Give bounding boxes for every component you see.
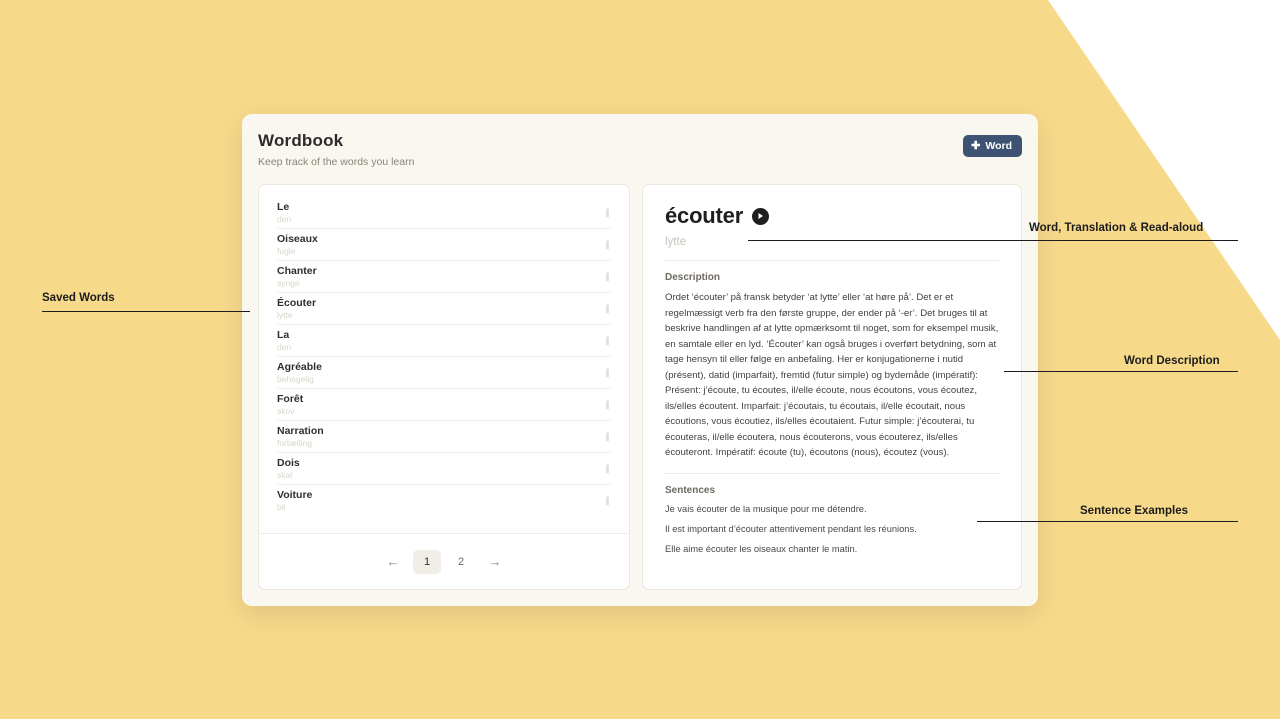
word-translation: lytte bbox=[277, 309, 293, 320]
list-item: Elle aime écouter les oiseaux chanter le matin. bbox=[665, 543, 858, 554]
annotation-word-description: Word Description bbox=[1124, 355, 1220, 367]
word-label: Forêt bbox=[277, 392, 304, 405]
add-word-button[interactable] bbox=[963, 135, 1022, 157]
word-translation: synge bbox=[277, 277, 300, 288]
word-label: Voiture bbox=[277, 489, 313, 502]
word-detail bbox=[643, 185, 1021, 589]
drag-handle-icon[interactable] bbox=[606, 497, 609, 506]
word-list bbox=[259, 185, 629, 533]
word-translation: skal bbox=[277, 469, 293, 480]
list-item[interactable] bbox=[277, 293, 611, 325]
list-item[interactable] bbox=[277, 453, 611, 485]
word-label: Narration bbox=[277, 424, 324, 437]
drag-handle-icon[interactable] bbox=[606, 240, 609, 249]
list-item: Il est important d’écouter attentivement pendant les réunions. bbox=[665, 523, 917, 534]
app-window bbox=[242, 114, 1038, 606]
word-translation: bil bbox=[277, 502, 286, 513]
word-translation: behagelig bbox=[277, 373, 314, 384]
word-translation: den bbox=[277, 213, 292, 224]
word-label: Écouter bbox=[277, 296, 317, 309]
annotation-line-word-translation bbox=[748, 240, 1238, 241]
saved-words-panel bbox=[258, 184, 630, 590]
headword: écouter bbox=[665, 203, 744, 228]
word-label: La bbox=[277, 328, 290, 341]
word-translation: fortælling bbox=[277, 437, 312, 448]
word-label: Le bbox=[277, 200, 290, 213]
drag-handle-icon[interactable] bbox=[606, 272, 609, 281]
word-detail-panel bbox=[642, 184, 1022, 590]
drag-handle-icon[interactable] bbox=[606, 368, 609, 377]
word-translation: fugle bbox=[277, 245, 296, 256]
app-header bbox=[242, 114, 1038, 174]
word-translation: skov bbox=[277, 405, 295, 416]
list-item[interactable] bbox=[277, 197, 611, 229]
headword-translation: lytte bbox=[665, 236, 687, 248]
annotation-line-sentence-examples bbox=[977, 521, 1238, 522]
arrow-right-icon[interactable]: → bbox=[481, 550, 509, 574]
plus-icon: ✚ bbox=[971, 139, 981, 152]
add-word-label: Word bbox=[985, 140, 1012, 152]
play-icon[interactable] bbox=[752, 208, 769, 225]
drag-handle-icon[interactable] bbox=[606, 464, 609, 473]
drag-handle-icon[interactable] bbox=[606, 336, 609, 345]
annotation-word-translation: Word, Translation & Read-aloud bbox=[1029, 222, 1204, 234]
word-label: Agréable bbox=[277, 360, 322, 373]
list-item[interactable] bbox=[277, 485, 611, 517]
sentences-label: Sentences bbox=[665, 484, 716, 496]
list-item[interactable] bbox=[277, 389, 611, 421]
list-item[interactable] bbox=[277, 421, 611, 453]
page-button-2[interactable]: 2 bbox=[447, 550, 475, 574]
pagination bbox=[259, 533, 629, 589]
list-item[interactable] bbox=[277, 261, 611, 293]
divider bbox=[665, 473, 999, 474]
page-subtitle: Keep track of the words you learn bbox=[258, 156, 415, 168]
drag-handle-icon[interactable] bbox=[606, 432, 609, 441]
page-button-1[interactable]: 1 bbox=[413, 550, 441, 574]
word-label: Dois bbox=[277, 456, 300, 469]
divider bbox=[665, 260, 999, 261]
annotation-line-saved-words bbox=[42, 311, 250, 312]
headword-row bbox=[665, 203, 999, 229]
list-item[interactable] bbox=[277, 325, 611, 357]
sentence-list bbox=[665, 504, 999, 554]
drag-handle-icon[interactable] bbox=[606, 304, 609, 313]
annotation-sentence-examples: Sentence Examples bbox=[1080, 505, 1189, 517]
description-label: Description bbox=[665, 272, 721, 283]
word-label: Chanter bbox=[277, 264, 317, 277]
arrow-left-icon[interactable]: ← bbox=[379, 550, 407, 574]
description-text: Ordet ‘écouter’ på fransk betyder ‘at lytte’ eller ‘at høre på’. Det er et regelmæssigt verb fra den første gruppe, der ender på ‘-er’. Det bruges til at beskrive handlingen af at lytte opmærksomt til noget, som for eksempel musik, en samtale eller en lyd. ‘Écouter’ kan også bruges i overført betydning, som at tage hensyn til eller følge en anbefaling. Her er konjugationerne i nutid (présent), datid (imparfait), fremtid (futur simple) og bydemåde (impératif): Présent: j’écoute, tu écoutes, il/elle écoute, nous écoutons, vous écoutez, ils/elles écoutent. Imparfait: j’écoutais, tu écoutais, il/elle écoutait, nous écoutions, vous écoutiez, ils/elles écoutaient. Futur simple: j’écouterai, tu écouteras, il/elle écoutera, nous écouterons, vous écouterez, ils/elles écouteront. Impératif: écoute (tu), écoutons (nous), écoutez (vous). bbox=[665, 292, 999, 459]
list-item[interactable] bbox=[277, 357, 611, 389]
annotation-saved-words: Saved Words bbox=[42, 292, 115, 304]
drag-handle-icon[interactable] bbox=[606, 208, 609, 217]
list-item: Je vais écouter de la musique pour me détendre. bbox=[665, 503, 867, 514]
page-title: Wordbook bbox=[258, 131, 344, 150]
word-label: Oiseaux bbox=[277, 232, 318, 245]
annotation-line-word-description bbox=[1004, 371, 1238, 372]
list-item[interactable] bbox=[277, 229, 611, 261]
word-translation: den bbox=[277, 341, 292, 352]
drag-handle-icon[interactable] bbox=[606, 400, 609, 409]
